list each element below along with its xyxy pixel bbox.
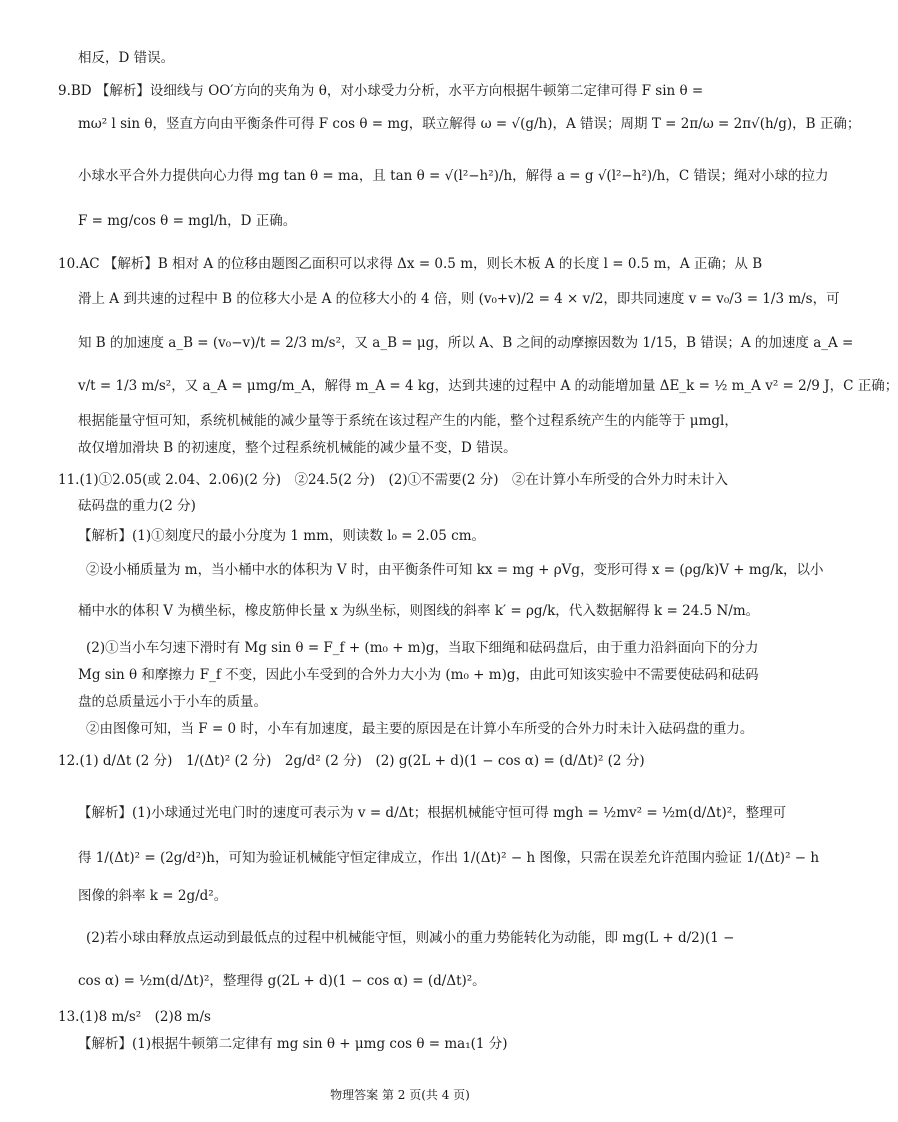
text-line-l27: 13.(1)8 m/s² (2)8 m/s	[58, 1009, 211, 1025]
text-line-l17: (2)①当小车匀速下滑时有 Mg sin θ = F_f + (m₀ + m)g，当取下细绳和砝码盘后，由于重力沿斜面向下的分力	[86, 640, 759, 656]
text-line-l22: 【解析】(1)小球通过光电门时的速度可表示为 v = d/Δt；根据机械能守恒可得 mgh = ½mv² = ½m(d/Δt)²，整理可	[78, 805, 787, 821]
text-line-l25: (2)若小球由释放点运动到最低点的过程中机械能守恒，则减小的重力势能转化为动能，即 mg(L + d/2)(1 −	[86, 930, 735, 946]
text-line-l12: 11.(1)①2.05(或 2.04、2.06)(2 分) ②24.5(2 分) (2)①不需要(2 分) ②在计算小车所受的合外力时未计入	[58, 472, 729, 488]
text-line-l08: 知 B 的加速度 a_B = (v₀−v)/t = 2/3 m/s²，又 a_B = μg，所以 A、B 之间的动摩擦因数为 1/15，B 错误；A 的加速度 a_A =	[78, 335, 854, 351]
page-footer: 物理答案 第 2 页(共 4 页)	[330, 1088, 470, 1102]
text-line-l11: 故仅增加滑块 B 的初速度，整个过程系统机械能的减少量不变，D 错误。	[78, 440, 517, 456]
text-line-l03: mω² l sin θ，竖直方向由平衡条件可得 F cos θ = mg，联立解得 ω = √(g/h)，A 错误；周期 T = 2π/ω = 2π√(h/g)，B 正确；	[78, 116, 861, 132]
text-line-l06: 10.AC 【解析】B 相对 A 的位移由题图乙面积可以求得 Δx = 0.5 m，则长木板 A 的长度 l = 0.5 m，A 正确；从 B	[58, 256, 763, 272]
text-line-l28: 【解析】(1)根据牛顿第二定律有 mg sin θ + μmg cos θ = ma₁(1 分)	[78, 1036, 508, 1052]
text-line-l24: 图像的斜率 k = 2g/d²。	[78, 888, 228, 904]
text-line-l09: v/t = 1/3 m/s²，又 a_A = μmg/m_A，解得 m_A = 4 kg，达到共速的过程中 A 的动能增加量 ΔE_k = ½ m_A v² = 2/9 J，C 正确；	[78, 378, 898, 394]
text-line-l05: F = mg/cos θ = mgl/h，D 正确。	[78, 213, 297, 229]
text-line-l10: 根据能量守恒可知，系统机械能的减少量等于系统在该过程产生的内能，整个过程系统产生的内能等于 μmgl，	[78, 413, 738, 429]
text-line-l02: 9.BD 【解析】设细线与 OO′方向的夹角为 θ，对小球受力分析，水平方向根据牛顿第二定律可得 F sin θ =	[58, 83, 704, 99]
text-line-l23: 得 1/(Δt)² = (2g/d²)h，可知为验证机械能守恒定律成立，作出 1/(Δt)² − h 图像，只需在误差允许范围内验证 1/(Δt)² − h	[78, 850, 820, 866]
text-line-l16: 桶中水的体积 V 为横坐标，橡皮筋伸长量 x 为纵坐标，则图线的斜率 k′ = ρg/k，代入数据解得 k = 24.5 N/m。	[78, 603, 760, 619]
text-line-l13: 砝码盘的重力(2 分)	[78, 498, 196, 514]
text-line-l19: 盘的总质量远小于小车的质量。	[78, 694, 267, 710]
text-line-l04: 小球水平合外力提供向心力得 mg tan θ = ma，且 tan θ = √(l²−h²)/h，解得 a = g √(l²−h²)/h，C 错误；绳对小球的拉力	[78, 168, 829, 184]
text-line-l01: 相反，D 错误。	[78, 50, 175, 66]
text-line-l15: ②设小桶质量为 m，当小桶中水的体积为 V 时，由平衡条件可知 kx = mg + ρVg，变形可得 x = (ρg/k)V + mg/k，以小	[86, 562, 824, 578]
text-line-l18: Mg sin θ 和摩擦力 F_f 不变，因此小车受到的合外力大小为 (m₀ + m)g，由此可知该实验中不需要使砝码和砝码	[78, 667, 759, 683]
text-line-l14: 【解析】(1)①刻度尺的最小分度为 1 mm，则读数 l₀ = 2.05 cm。	[78, 528, 486, 544]
text-line-l07: 滑上 A 到共速的过程中 B 的位移大小是 A 的位移大小的 4 倍，则 (v₀+v)/2 = 4 × v/2，即共同速度 v = v₀/3 = 1/3 m/s，可	[78, 291, 840, 307]
text-line-l21: 12.(1) d/Δt (2 分) 1/(Δt)² (2 分) 2g/d² (2 分) (2) g(2L + d)(1 − cos α) = (d/Δt)² (2 分)	[58, 753, 645, 769]
text-line-l26: cos α) = ½m(d/Δt)²，整理得 g(2L + d)(1 − cos α) = (d/Δt)²。	[78, 973, 486, 989]
text-line-l20: ②由图像可知，当 F = 0 时，小车有加速度，最主要的原因是在计算小车所受的合外力时未计入砝码盘的重力。	[86, 721, 754, 737]
